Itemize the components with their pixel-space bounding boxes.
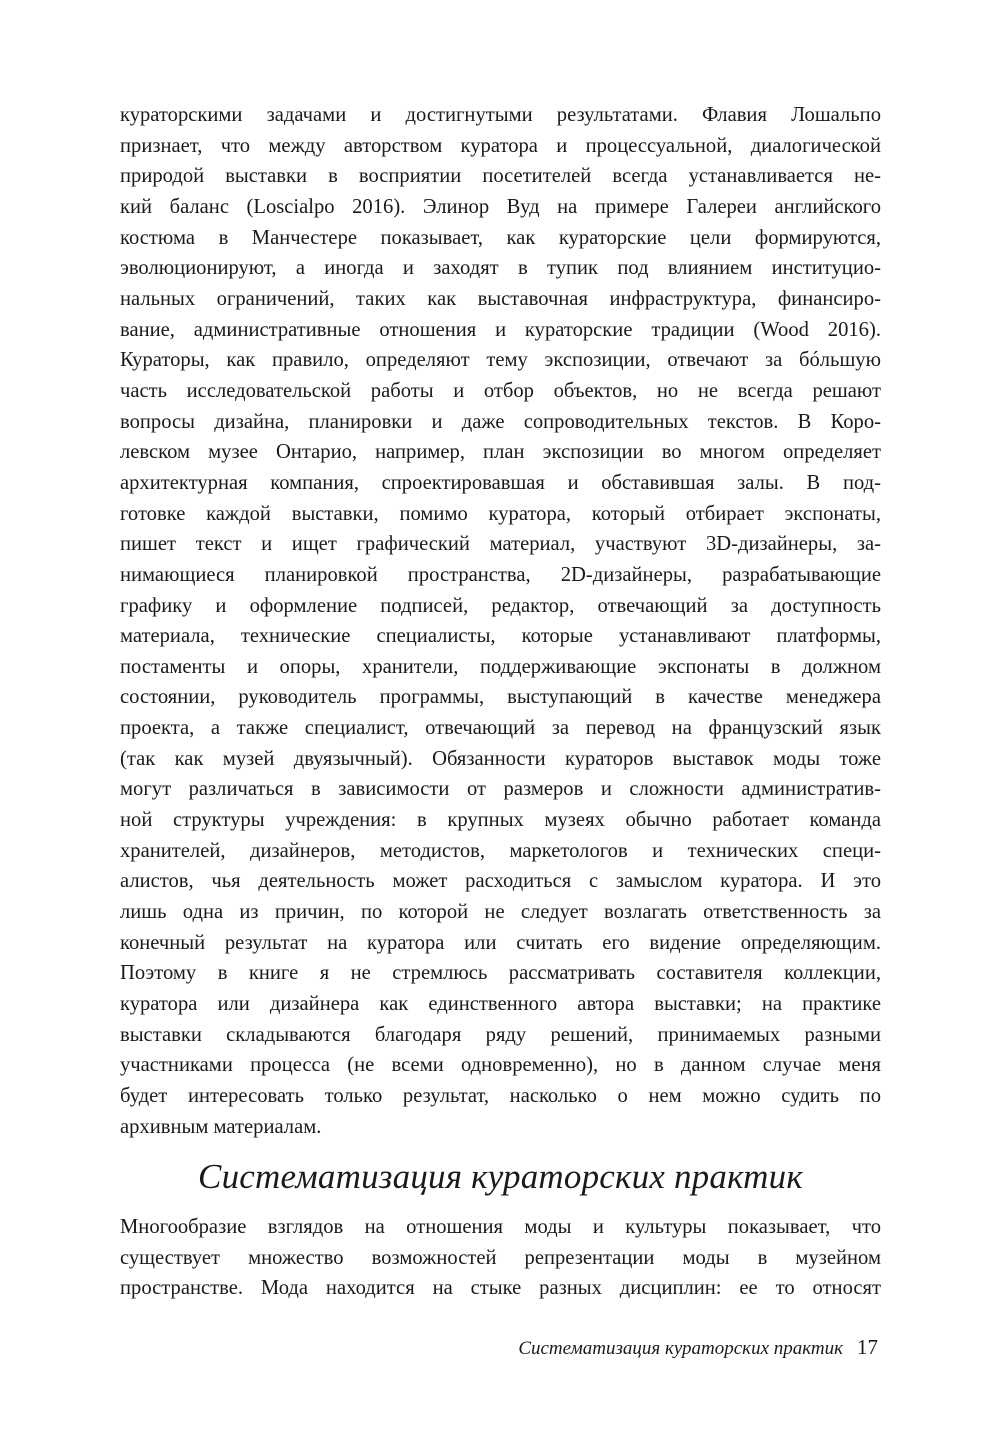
text-line: кий баланс (Loscialpo 2016). Элинор Вуд на примере Галереи английского: [120, 195, 881, 218]
text-line: постаменты и опоры, хранители, поддерживающие экспонаты в должном: [120, 655, 881, 678]
text-line: костюма в Манчестере показывает, как кураторские цели формируются,: [120, 226, 881, 249]
text-line: проекта, а также специалист, отвечающий за перевод на французский язык: [120, 717, 881, 740]
text-line: Многообразие взглядов на отношения моды и культуры показывает, что: [120, 1216, 881, 1238]
text-line: алистов, чья деятельность может расходиться с замыслом куратора. И это: [120, 870, 881, 893]
text-line: эволюционируют, а иногда и заходят в тупик под влиянием институцио-: [120, 257, 881, 280]
text-line: будет интересовать только результат, насколько о нем можно судить по: [120, 1085, 881, 1107]
text-line: вопросы дизайна, планировки и даже сопроводительных текстов. В Коро-: [120, 410, 881, 433]
text-line: пишет текст и ищет графический материал, участвуют 3D-дизайнеры, за-: [120, 533, 881, 556]
text-line: архивным материалам.: [120, 1115, 322, 1138]
text-line: хранителей, дизайнеров, методистов, маркетологов и технических специ-: [120, 839, 881, 862]
text-line: природой выставки в восприятии посетителей всегда устанавливается не-: [120, 165, 881, 188]
text-line: лишь одна из причин, по которой не следует возлагать ответственность за: [120, 901, 881, 924]
text-line: архитектурная компания, спроектировавшая и обставившая залы. В под-: [120, 471, 881, 494]
text-line: нимающиеся планировкой пространства, 2D-дизайнеры, разрабатывающие: [120, 563, 881, 586]
text-line: кураторскими задачами и достигнутыми результатами. Флавия Лошальпо: [120, 104, 881, 126]
page-number: 17: [857, 1335, 878, 1359]
text-line: материала, технические специалисты, которые устанавливают платформы,: [120, 625, 881, 648]
text-line: нальных ограничений, таких как выставочная инфраструктура, финансиро-: [120, 287, 881, 310]
text-line: графику и оформление подписей, редактор, отвечающий за доступность: [120, 594, 881, 617]
running-footer: [518, 1334, 878, 1362]
text-line: существует множество возможностей репрезентации моды в музейном: [120, 1246, 881, 1269]
text-line: участниками процесса (не всеми одновременно), но в данном случае меня: [120, 1054, 881, 1077]
text-column: [120, 100, 881, 1300]
text-line: вание, административные отношения и кураторские традиции (Wood 2016).: [120, 318, 881, 341]
text-line: куратора или дизайнера как единственного автора выставки; на практике: [120, 993, 881, 1016]
text-line: могут различаться в зависимости от размеров и сложности административ-: [120, 778, 881, 801]
text-line: ной структуры учреждения: в крупных музеях обычно работает команда: [120, 809, 881, 832]
body-paragraph: [120, 100, 881, 1142]
text-line: (так как музей двуязычный). Обязанности кураторов выставок моды тоже: [120, 747, 881, 770]
body-paragraph: [120, 1212, 881, 1304]
text-line: Кураторы, как правило, определяют тему экспозиции, отвечают за бóльшую: [120, 349, 881, 372]
text-line: Поэтому в книге я не стремлюсь рассматривать составителя коллекции,: [120, 962, 881, 985]
text-line: левском музее Онтарио, например, план экспозиции во многом определяет: [120, 441, 881, 464]
running-title: Систематизация кураторских практик: [518, 1338, 843, 1359]
text-line: конечный результат на куратора или считать его видение определяющим.: [120, 931, 881, 954]
section-heading: Систематизация кураторских практик: [198, 1157, 803, 1196]
text-line: часть исследовательской работы и отбор объектов, но не всегда решают: [120, 379, 881, 402]
text-line: признает, что между авторством куратора и процессуальной, диалогической: [120, 134, 881, 157]
text-line: выставки складываются благодаря ряду решений, принимаемых разными: [120, 1023, 881, 1046]
text-line: состоянии, руководитель программы, выступающий в качестве менеджера: [120, 686, 881, 709]
text-line: пространстве. Мода находится на стыке разных дисциплин: ее то относят: [120, 1277, 881, 1300]
text-line: готовке каждой выставки, помимо куратора, который отбирает экспонаты,: [120, 502, 881, 525]
